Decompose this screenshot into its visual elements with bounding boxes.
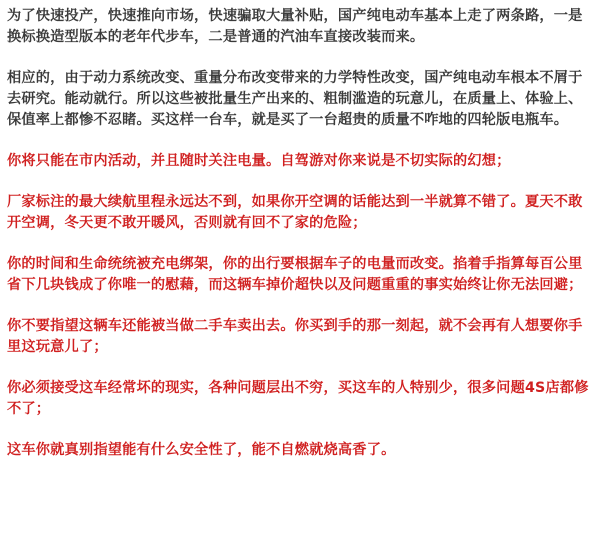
paragraph-charging-time: 你的时间和生命统统被充电绑架，你的出行要根据车子的电量而改变。掐着手指算每百公里省下几块钱成了你唯一的慰藉，而这辆车掉价超快以及问题重重的事实始终让你无法回避； [7,256,583,293]
paragraph-range-limit: 你将只能在市内活动，并且随时关注电量。自驾游对你来说是不切实际的幻想； [7,153,511,169]
paragraph-intro: 为了快速投产，快速推向市场，快速骗取大量补贴，国产纯电动车基本上走了两条路，一是换标换造型版本的老年代步车，二是普通的汽油车直接改装而来。 [7,8,583,45]
paragraph-analysis: 相应的，由于动力系统改变、重量分布改变带来的力学特性改变，国产纯电动车根本不屑于去研究。能动就行。所以这些被批量生产出来的、粗制滥造的玩意儿，在质量上、体验上、保值率上都惨不忍睹。买这样一台车，就是买了一台超贵的质量不咋地的四轮版电瓶车。 [7,70,583,128]
paragraph-reliability: 你必须接受这车经常坏的现实，各种问题层出不穷，买这车的人特别少，很多问题4S店都修不了； [7,380,589,417]
paragraph-resale-value: 你不要指望这辆车还能被当做二手车卖出去。你买到手的那一刻起，就不会再有人想要你手里这玩意儿了； [7,318,583,355]
paragraph-battery-range: 厂家标注的最大续航里程永远达不到，如果你开空调的话能达到一半就算不错了。夏天不敢开空调，冬天更不敢开暖风，否则就有回不了家的危险； [7,194,583,231]
paragraph-safety: 这车你就真别指望能有什么安全性了，能不自燃就烧高香了。 [7,442,396,458]
